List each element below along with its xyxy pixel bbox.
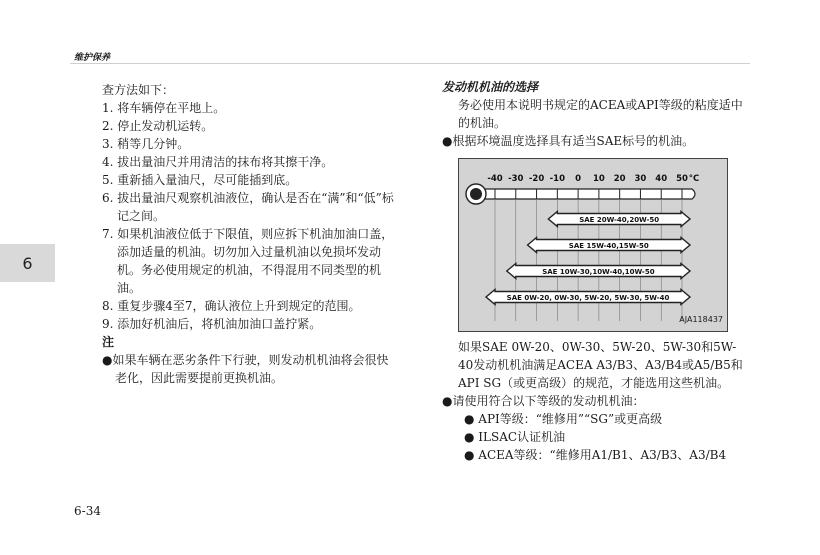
- step-3: 3. 稍等几分钟。: [102, 137, 190, 151]
- oil-intro: 务必使用本说明书规定的ACEA或API等级的粘度适中的机油。: [458, 98, 743, 130]
- step-1: 1. 将车辆停在平地上。: [102, 101, 226, 115]
- series-label: SAE 20W-40,20W-50: [579, 216, 660, 224]
- api-grade: ● API等级：“维修用”“SG”或更高级: [464, 412, 663, 426]
- bullet-sae: ●根据环境温度选择具有适当SAE标号的机油。: [442, 134, 695, 148]
- section-title: 发动机机油的选择: [442, 80, 539, 94]
- thermometer-tube: [476, 189, 695, 199]
- page-number: 6-34: [74, 504, 101, 518]
- x-tick-label: 40: [655, 174, 668, 184]
- series-label: SAE 0W-20, 0W-30, 5W-20, 5W-30, 5W-40: [506, 294, 670, 302]
- x-tick-label: 20: [613, 174, 626, 184]
- step-8: 8. 重复步骤4至7，确认液位上升到规定的范围。: [102, 299, 361, 313]
- note-text: ●如果车辆在恶劣条件下行驶，则发动机机油将会很快老化，因此需要提前更换机油。: [102, 353, 389, 385]
- x-tick-label: -40: [487, 174, 503, 184]
- x-tick-label: 0: [575, 174, 582, 184]
- sae-spec-text: 如果SAE 0W-20、0W-30、5W-20、5W-30和5W-40发动机机油满足ACEA A3/B3、A3/B4或A5/B5和API SG（或更高级）的规范，才能选用这些机油。: [458, 340, 743, 390]
- x-unit-label: °C: [688, 174, 700, 184]
- bullet-grade: ●请使用符合以下等级的发动机机油：: [442, 394, 645, 408]
- step-5: 5. 重新插入量油尺，尽可能插到底。: [102, 173, 298, 187]
- acea-grade: ● ACEA等级：“维修用A1/B1、A3/B3、A3/B4: [464, 448, 727, 462]
- chart-svg: [459, 159, 727, 331]
- x-tick-label: 30: [634, 174, 647, 184]
- header-rule: [70, 63, 750, 64]
- ilsac-grade: ● ILSAC认证机油: [464, 430, 566, 444]
- check-intro: 查方法如下：: [102, 83, 175, 97]
- step-9: 9. 添加好机油后，将机油加油口盖拧紧。: [102, 317, 322, 331]
- step-7: 7. 如果机油液位低于下限值，则应拆下机油加油口盖，添加适量的机油。切勿加入过量机油以免损坏发动机。务必使用规定的机油，不得混用不同类型的机油。: [102, 227, 394, 295]
- series-label: SAE 10W-30,10W-40,10W-50: [542, 268, 655, 276]
- x-tick-label: 50: [676, 174, 688, 184]
- note-heading: 注: [102, 335, 115, 349]
- x-tick-label: -20: [528, 174, 545, 184]
- step-4: 4. 拔出量油尺并用清洁的抹布将其擦干净。: [102, 155, 334, 169]
- thermometer-bulb-fill: [470, 188, 482, 200]
- oil-viscosity-chart: [458, 158, 728, 332]
- right-column: [442, 78, 750, 464]
- step-2: 2. 停止发动机运转。: [102, 119, 214, 133]
- x-tick-label: -10: [549, 174, 566, 184]
- left-column: [102, 81, 397, 387]
- figure-id: AJA118437: [679, 315, 723, 324]
- header-title: 维护保养: [74, 53, 111, 63]
- series-label: SAE 15W-40,15W-50: [568, 242, 649, 250]
- chapter-tab: 6: [0, 244, 55, 282]
- x-tick-label: 10: [592, 174, 605, 184]
- step-6: 6. 拔出量油尺观察机油液位，确认是否在“满”和“低”标记之间。: [102, 191, 394, 223]
- x-tick-label: -30: [508, 174, 524, 184]
